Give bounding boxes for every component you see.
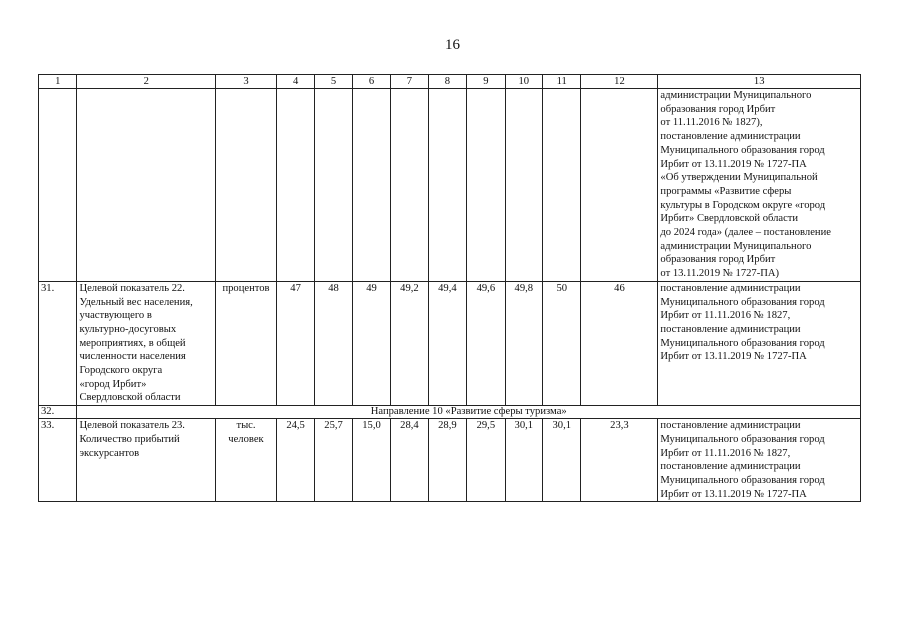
header-cell: 2	[77, 75, 216, 89]
indicators-table	[38, 74, 861, 502]
text-line: Ирбит» Свердловской области	[660, 213, 799, 225]
text-line: Муниципального образования город	[660, 144, 825, 156]
value-cell: 30,1	[505, 419, 542, 502]
header-cell: 6	[352, 75, 390, 89]
indicator-name	[77, 281, 216, 405]
text-line: администрации Муниципального	[660, 240, 812, 252]
page-number: 16	[445, 37, 460, 53]
header-cell: 13	[658, 75, 861, 89]
row-number: 33.	[39, 419, 77, 502]
value-cell: 15,0	[352, 419, 390, 502]
table-row	[39, 419, 861, 502]
header-cell: 3	[216, 75, 277, 89]
section-title: Направление 10 «Развитие сферы туризма»	[77, 406, 861, 419]
text-line: Целевой показатель 22.	[79, 282, 185, 294]
header-cell: 10	[505, 75, 542, 89]
text-line: образования город Ирбит	[660, 103, 776, 115]
indicator-name	[77, 419, 216, 502]
text-line: культурно-досуговых	[79, 323, 177, 335]
text-line: тыс.	[236, 420, 256, 432]
text-line: человек	[228, 433, 264, 445]
text-line: Городского округа	[79, 365, 163, 377]
regulation-cell	[658, 281, 861, 405]
text-line: Муниципального образования город	[660, 474, 825, 486]
header-cell: 7	[391, 75, 428, 89]
value-cell: 25,7	[315, 419, 352, 502]
header-cell: 4	[276, 75, 314, 89]
text-line: Ирбит от 11.11.2016 № 1827,	[660, 310, 791, 322]
value-cell: 49,2	[391, 281, 428, 405]
value-cell: 49,4	[428, 281, 466, 405]
table-row-continuation	[39, 89, 861, 282]
value-cell: 24,5	[276, 419, 314, 502]
unit-cell	[216, 281, 277, 405]
text-line: до 2024 года» (далее – постановление	[660, 227, 831, 239]
text-line: процентов	[222, 282, 270, 294]
value-cell: 30,1	[543, 419, 581, 502]
text-line: Ирбит от 11.11.2016 № 1827,	[660, 447, 791, 459]
header-cell: 9	[467, 75, 505, 89]
text-line: образования город Ирбит	[660, 254, 776, 266]
text-line: Муниципального образования город	[660, 433, 825, 445]
text-line: постановление администрации	[660, 461, 801, 473]
table-header-row	[39, 75, 861, 89]
row-number: 31.	[39, 281, 77, 405]
text-line: Удельный вес населения,	[79, 296, 193, 308]
text-line: Целевой показатель 23.	[79, 420, 185, 432]
text-line: «Об утверждении Муниципальной	[660, 172, 818, 184]
text-line: Муниципального образования город	[660, 296, 825, 308]
value-cell: 49,6	[467, 281, 505, 405]
value-cell: 49	[352, 281, 390, 405]
regulation-cell	[658, 89, 861, 282]
value-cell: 28,9	[428, 419, 466, 502]
header-cell: 12	[581, 75, 658, 89]
text-line: постановление администрации	[660, 131, 801, 143]
value-cell: 23,3	[581, 419, 658, 502]
text-line: Ирбит от 13.11.2019 № 1727-ПА	[660, 351, 807, 363]
value-cell: 28,4	[391, 419, 428, 502]
header-cell: 8	[428, 75, 466, 89]
text-line: Муниципального образования город	[660, 337, 825, 349]
text-line: постановление администрации	[660, 323, 801, 335]
text-line: участвующего в	[79, 310, 152, 322]
text-line: Ирбит от 13.11.2019 № 1727-ПА	[660, 488, 807, 500]
table-row	[39, 281, 861, 405]
text-line: Ирбит от 13.11.2019 № 1727-ПА	[660, 158, 807, 170]
unit-cell	[216, 419, 277, 502]
text-line: постановление администрации	[660, 282, 801, 294]
text-line: «город Ирбит»	[79, 378, 147, 390]
text-line: Количество прибытий	[79, 433, 180, 445]
row-number: 32.	[39, 406, 77, 419]
value-cell: 29,5	[467, 419, 505, 502]
text-line: экскурсантов	[79, 447, 140, 459]
text-line: постановление администрации	[660, 420, 801, 432]
header-cell: 1	[39, 75, 77, 89]
header-cell: 11	[543, 75, 581, 89]
text-line: культуры в Городском округе «город	[660, 199, 826, 211]
value-cell: 46	[581, 281, 658, 405]
text-line: мероприятиях, в общей	[79, 337, 186, 349]
text-line: численности населения	[79, 351, 186, 363]
text-line: Свердловской области	[79, 392, 181, 404]
value-cell: 49,8	[505, 281, 542, 405]
value-cell: 47	[276, 281, 314, 405]
value-cell: 48	[315, 281, 352, 405]
header-cell: 5	[315, 75, 352, 89]
text-line: от 11.11.2016 № 1827),	[660, 117, 763, 129]
text-line: программы «Развитие сферы	[660, 185, 792, 197]
text-line: администрации Муниципального	[660, 90, 812, 101]
value-cell: 50	[543, 281, 581, 405]
regulation-cell	[658, 419, 861, 502]
table-row-section	[39, 406, 861, 419]
text-line: от 13.11.2019 № 1727-ПА)	[660, 268, 780, 280]
